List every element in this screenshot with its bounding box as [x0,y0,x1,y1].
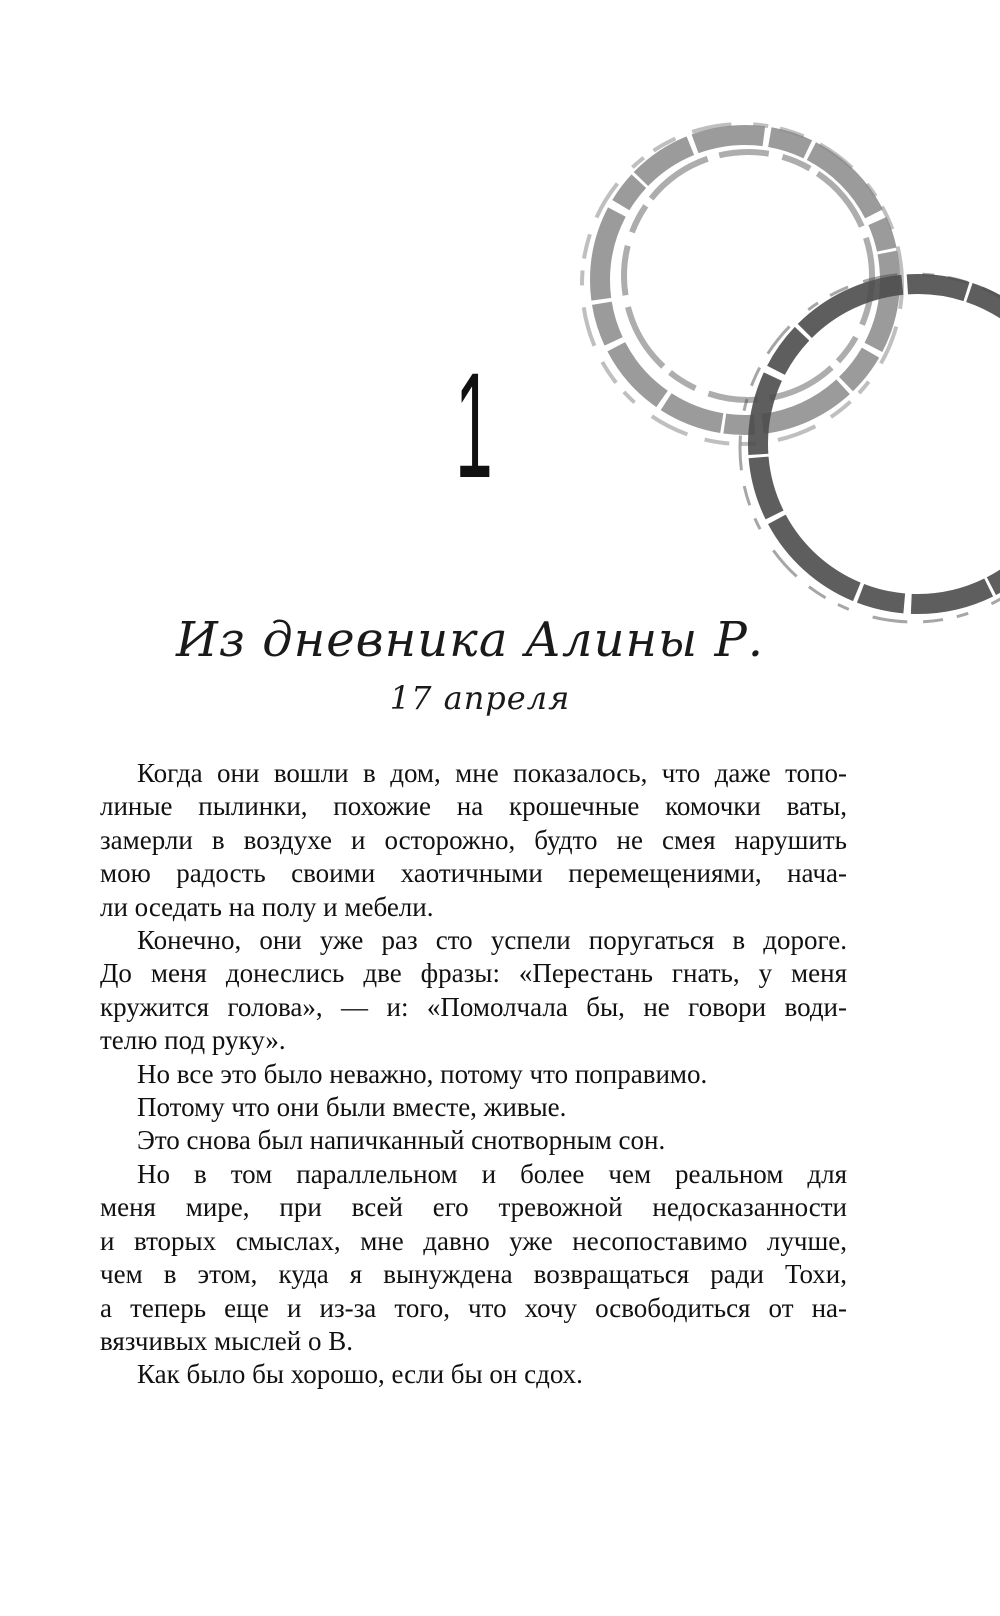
paragraph-2 [100,924,847,1058]
text-line: Потому что они были вместе, живые. [137,1092,567,1123]
paragraph-6 [100,1158,847,1358]
text-line: меня мире, при всей его тревожной недосказанности [100,1192,847,1223]
text-line: телю под руку». [100,1025,286,1056]
text-line: а теперь еще и из-за того, что хочу освободиться от на- [100,1292,847,1323]
text-line: линые пылинки, похожие на крошечные комочки ваты, [100,791,847,822]
text-line: вязчивых мыслей о В. [100,1325,353,1356]
text-line: Когда они вошли в дом, мне показалось, что даже топо- [137,758,847,788]
text-line: и вторых смыслах, мне давно уже несопоставимо лучше, [100,1225,847,1256]
text-line: чем в этом, куда я вынуждена возвращаться ради Тохи, [100,1259,847,1290]
text-line: Как было бы хорошо, если бы он сдох. [137,1359,583,1390]
text-line: До меня донеслись две фразы: «Перестань гнать, у меня [100,958,847,989]
text-line: Но все это было неважно, потому что поправимо. [137,1058,708,1089]
paragraph-3 [100,1058,847,1091]
text-line: ли оседать на полу и мебели. [100,891,434,922]
body-text [100,757,847,1392]
diary-heading: Из дневника Алины Р. [175,612,765,668]
paragraph-4 [100,1091,847,1124]
paragraph-1 [100,757,847,924]
chapter-number: 1 [455,341,493,509]
paragraph-7 [100,1358,847,1391]
paragraph-5 [100,1124,847,1157]
text-line: Это снова был напичканный снотворным сон. [137,1125,666,1156]
text-line: мою радость своими хаотичными перемещениями, нача- [100,858,847,889]
diary-date: 17 апреля [389,679,571,717]
text-line: Конечно, они уже раз сто успели поругаться в дороге. [137,925,847,956]
text-line: кружится голова», — и: «Помолчала бы, не говори води- [100,991,847,1022]
text-line: Но в том параллельном и более чем реальном для [137,1158,847,1189]
text-line: замерли в воздухе и осторожно, будто не смея нарушить [100,824,847,855]
coffee-ring-lower [740,274,1000,622]
